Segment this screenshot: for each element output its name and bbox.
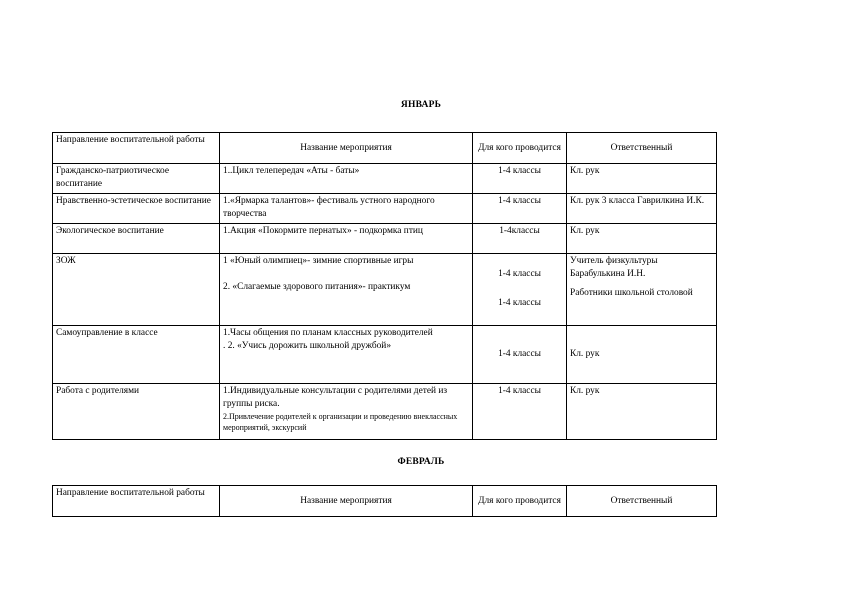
cell-event: 1..Цикл телепередач «Аты - баты» xyxy=(220,164,473,194)
table-row xyxy=(53,194,717,224)
header-event: Название мероприятия xyxy=(220,486,473,517)
event-line: 1 «Юный олимпиец»- зимние спортивные игры xyxy=(223,256,414,266)
cell-audience xyxy=(473,254,567,326)
header-audience: Для кого проводится xyxy=(473,133,567,164)
event-line: 2.Привлечение родителей к организации и проведению внеклассных мероприятий, экскурсий xyxy=(223,412,458,432)
table-row xyxy=(53,254,717,326)
january-table xyxy=(52,132,717,440)
audience-line: 1-4 классы xyxy=(498,269,541,279)
header-event: Название мероприятия xyxy=(220,133,473,164)
header-direction: Направление воспитательной работы xyxy=(53,133,220,164)
cell-audience: 1-4 классы xyxy=(473,164,567,194)
cell-responsible: Кл. рук xyxy=(567,164,717,194)
cell-direction: ЗОЖ xyxy=(53,254,220,326)
cell-event: 1.Акция «Покормите пернатых» - подкормка птиц xyxy=(220,224,473,254)
header-audience: Для кого проводится xyxy=(473,486,567,517)
cell-direction: Самоуправление в классе xyxy=(53,326,220,384)
cell-direction: Экологическое воспитание xyxy=(53,224,220,254)
header-responsible: Ответственный xyxy=(567,133,717,164)
table-row xyxy=(53,384,717,440)
event-line: 1.Индивидуальные консультации с родителями детей из группы риска. xyxy=(223,386,448,409)
cell-responsible: Кл. рук 3 класса Гаврилкина И.К. xyxy=(567,194,717,224)
responsible-line: Работники школьной столовой xyxy=(570,288,693,298)
table-row xyxy=(53,164,717,194)
audience-line: 1-4 классы xyxy=(498,298,541,308)
cell-direction: Гражданско-патриотическое воспитание xyxy=(53,164,220,194)
table-header-row xyxy=(53,133,717,164)
event-line: . 2. «Учись дорожить школьной дружбой» xyxy=(223,341,392,351)
table-row xyxy=(53,326,717,384)
january-title: ЯНВАРЬ xyxy=(400,100,442,110)
header-responsible: Ответственный xyxy=(567,486,717,517)
cell-audience: 1-4 классы xyxy=(473,384,567,440)
responsible-line: Учитель физкультуры Барабулькина И.Н. xyxy=(570,256,658,279)
february-title: ФЕВРАЛЬ xyxy=(397,457,445,467)
cell-responsible: Кл. рук xyxy=(567,224,717,254)
cell-event xyxy=(220,254,473,326)
event-line: 1.Часы общения по планам классных руководителей xyxy=(223,328,433,338)
cell-event xyxy=(220,384,473,440)
cell-event: 1.«Ярмарка талантов»- фестиваль устного народного творчества xyxy=(220,194,473,224)
table-row xyxy=(53,224,717,254)
february-table xyxy=(52,485,717,517)
cell-direction: Нравственно-эстетическое воспитание xyxy=(53,194,220,224)
cell-responsible: Кл. рук xyxy=(567,384,717,440)
cell-direction: Работа с родителями xyxy=(53,384,220,440)
event-line: 2. «Слагаемые здорового питания»- практикум xyxy=(223,282,411,292)
cell-audience: 1-4классы xyxy=(473,224,567,254)
header-direction: Направление воспитательной работы xyxy=(53,486,220,517)
cell-responsible xyxy=(567,254,717,326)
table-header-row xyxy=(53,486,717,517)
cell-event xyxy=(220,326,473,384)
cell-responsible: Кл. рук xyxy=(567,326,717,384)
cell-audience: 1-4 классы xyxy=(473,194,567,224)
cell-audience: 1-4 классы xyxy=(473,326,567,384)
